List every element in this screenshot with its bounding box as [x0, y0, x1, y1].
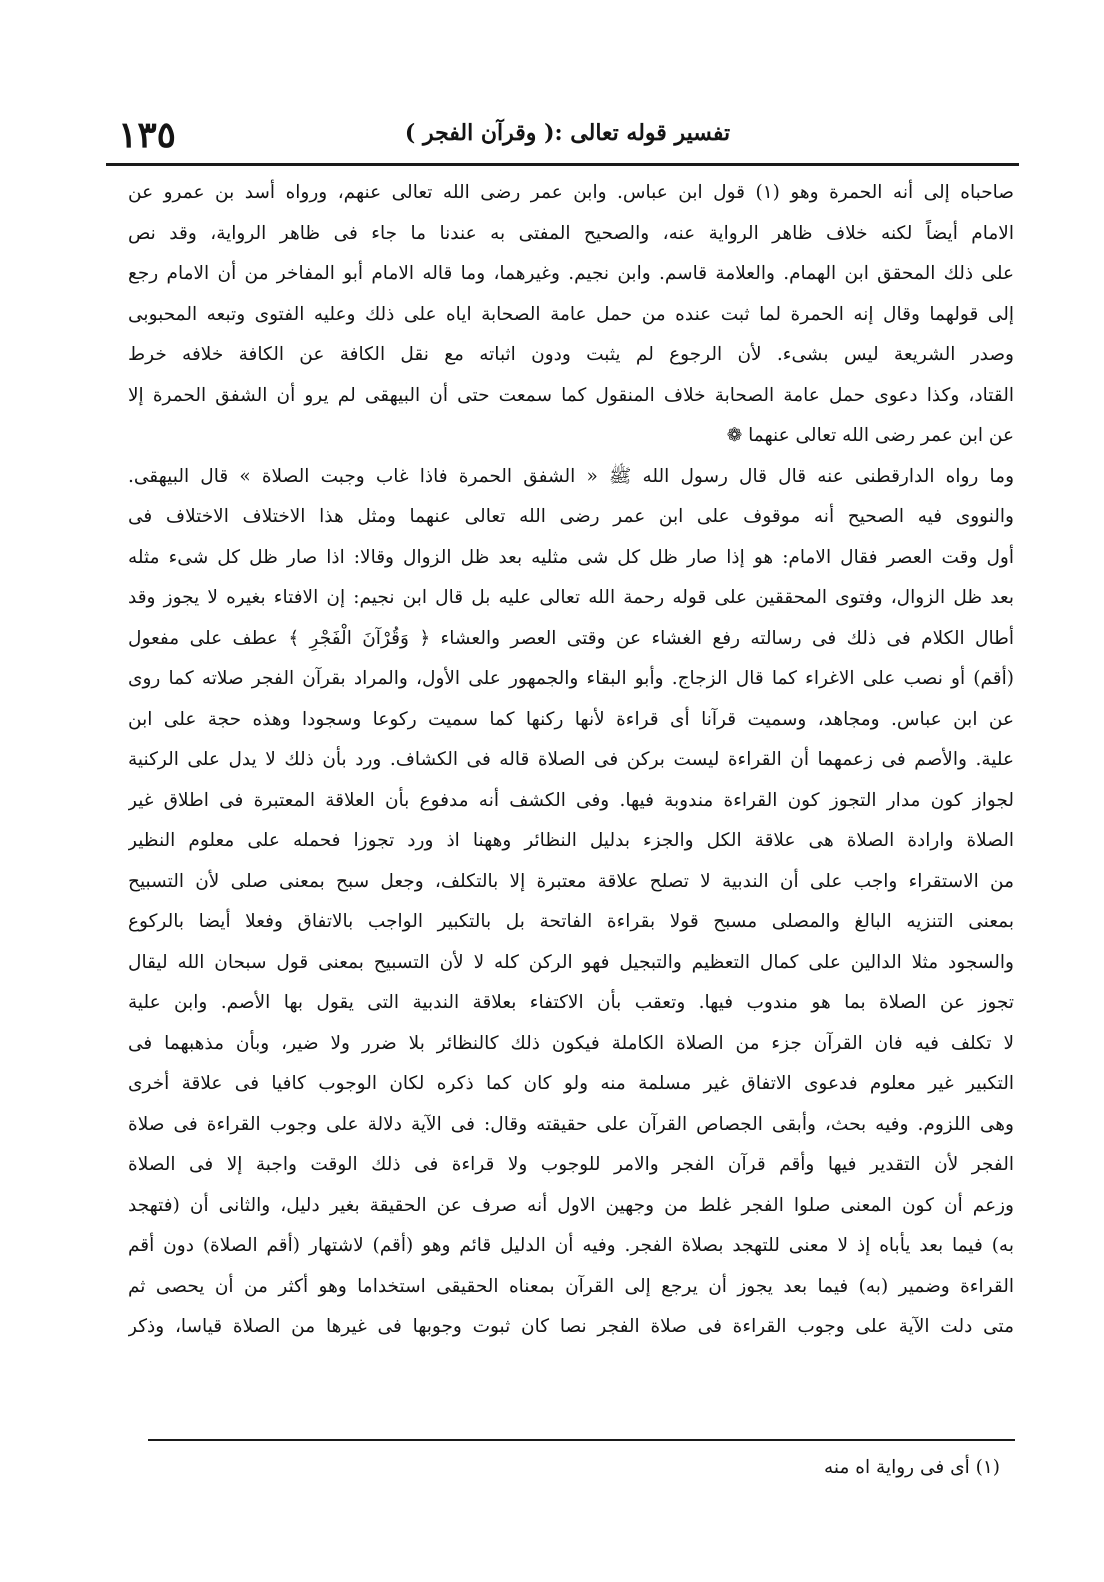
text-line: تجوز عن الصلاة بما هو مندوب فيها. وتعقب بأن الاكتفاء بعلاقة الندبية التى يقول بها الأصم. وابن علية: [128, 992, 1014, 1013]
text-line: إلى قولهما وقال إنه الحمرة لما ثبت عنده من حمل عامة الصحابة اياه على ذلك وعليه الفتوى وتبعه المحبوبى: [128, 303, 1014, 325]
text-line: وزعم أن كون المعنى صلوا الفجر غلط من وجهين الاول أنه صرف عن الحقيقة بغير دليل، والثانى أن (فتهجد: [128, 1194, 1014, 1216]
text-line: صاحباه إلى أنه الحمرة وهو (١) قول ابن عباس. وابن عمر رضى الله تعالى عنهم، ورواه أسد بن عمرو عن: [128, 182, 1014, 203]
footnote: (١) أى فى رواية اه منه: [824, 1457, 1000, 1478]
text-line: والسجود مثلا الدالين على كمال التعظيم والتبجيل فهو الركن كله لا لأن التسبيح بمعنى قول سبحان الله ليقال: [128, 951, 1014, 973]
text-line: لا تكلف فيه فان القرآن جزء من الصلاة الكاملة فيكون ذلك كالنظائر بلا ضرر ولا ضير، وبأن مذهبهما فى: [128, 1032, 1014, 1054]
text-line: الفجر لأن التقدير فيها وأقم قرآن الفجر والامر للوجوب ولا قراءة فى ذلك الوقت واجبة إلا فى الصلاة: [128, 1154, 1014, 1175]
main-text: [128, 173, 1014, 1348]
text-line: أول وقت العصر فقال الامام: هو إذا صار ظل كل شى مثليه بعد ظل الزوال وقالا: اذا صار ظل كل شىء مثله: [128, 546, 1014, 568]
text-line: على ذلك المحقق ابن الهمام. والعلامة قاسم. وابن نجيم. وغيرهما، وما قاله الامام أبو المفاخر من أن الامام رجع: [128, 263, 1014, 284]
header-divider: [106, 163, 1019, 166]
text-line: من الاستقراء واجب على أن الندبية لا تصلح علاقة معتبرة إلا بالتكلف، وجعل سبح بمعنى صلى لأن التسبيح: [128, 870, 1014, 892]
text-line: وصدر الشريعة ليس بشىء. لأن الرجوع لم يثبت ودون اثباته مع نقل الكافة عن الكافة خلافه خرط: [128, 344, 1014, 365]
page-number: ١٣٥: [118, 114, 177, 156]
text-line: وما رواه الدارقطنى عنه قال قال رسول الله ﷺ « الشفق الحمرة فاذا غاب وجبت الصلاة » قال البيهقى.: [128, 465, 1014, 487]
text-line: عن ابن عباس. ومجاهد، وسميت قرآنا أى قراءة لأنها ركنها كما سميت ركوعا وسجودا وهذه حجة على ابن: [128, 708, 1014, 730]
text-line: (أقم) أو نصب على الاغراء كما قال الزجاج. وأبو البقاء والجمهور على الأول، والمراد بقرآن الفجر صلاته كما روى: [128, 668, 1014, 689]
text-line: بمعنى التنزيه البالغ والمصلى مسبح قولا بقراءة الفاتحة بل بالتكبير الواجب بالاتفاق وفعلا أيضا بالركوع: [128, 911, 1014, 932]
text-line: أطال الكلام فى ذلك فى رسالته رفع الغشاء عن وقتى العصر والعشاء ﴿ وَقُرْآنَ الْفَجْرِ ﴾ عطف على مفعول: [128, 627, 1014, 649]
text-line: الامام أيضاً لكنه خلاف ظاهر الرواية عنه، والصحيح المفتى به عندنا ما جاء فى ظاهر الرواية، وقد نص: [128, 222, 1014, 244]
text-line: الصلاة وارادة الصلاة هى علاقة الكل والجزء بدليل النظائر وههنا اذ ورد تجوزا فحمله على معلوم النظير: [128, 830, 1014, 851]
page-header: [110, 112, 1025, 160]
running-title: تفسير قوله تعالى :( وقرآن الفجر ): [404, 120, 731, 146]
text-line: بعد ظل الزوال، وفتوى المحققين على قوله رحمة الله تعالى عليه بل قال ابن نجيم: إن الافتاء بغيره لا يجوز وقد: [128, 587, 1014, 608]
text-line: متى دلت الآية على وجوب القراءة فى صلاة الفجر نصا كان ثبوت وجوبها فى غيرها من الصلاة قياسا، وذكر: [128, 1316, 1014, 1337]
text-line: القراءة وضمير (به) فيما بعد يجوز أن يرجع إلى القرآن بمعناه الحقيقى استخداما وهو أكثر من أن يحصى ثم: [128, 1275, 1014, 1297]
text-line: وهى اللزوم. وفيه بحث، وأبقى الجصاص القرآن على حقيقته وقال: فى الآية دلالة على وجوب القراءة فى صلاة: [128, 1113, 1014, 1135]
text-line: به) فيما بعد يأباه إذ لا معنى للتهجد بصلاة الفجر. وفيه أن الدليل قائم وهو (أقم) لاشتهار (أقم الصلاة) دون أقم: [128, 1235, 1014, 1256]
text-line: والنووى فيه الصحيح أنه موقوف على ابن عمر رضى الله تعالى عنهما ومثل هذا الاختلاف الاختلاف فى: [128, 506, 1014, 527]
text-line: علية. والأصم فى زعمهما أن القراءة ليست بركن فى الصلاة قاله فى الكشاف. ورد بأن ذلك لا يدل على الركنية: [128, 749, 1014, 770]
text-line: التكبير غير معلوم فدعوى الاتفاق غير مسلمة منه ولو كان كما ذكره لكان الوجوب كافيا فى علاقة أخرى: [128, 1073, 1014, 1094]
text-line: عن ابن عمر رضى الله تعالى عنهما ❁: [726, 425, 1014, 446]
text-line: لجواز كون مدار التجوز كون القراءة مندوبة فيها. وفى الكشف أنه مدفوع بأن العلاقة المعتبرة فى اطلاق غير: [128, 789, 1014, 811]
footnote-divider: [148, 1439, 1015, 1441]
text-line: القتاد، وكذا دعوى حمل عامة الصحابة خلاف المنقول كما سمعت حتى أن البيهقى لم يرو أن الشفق الحمرة إلا: [128, 384, 1014, 406]
